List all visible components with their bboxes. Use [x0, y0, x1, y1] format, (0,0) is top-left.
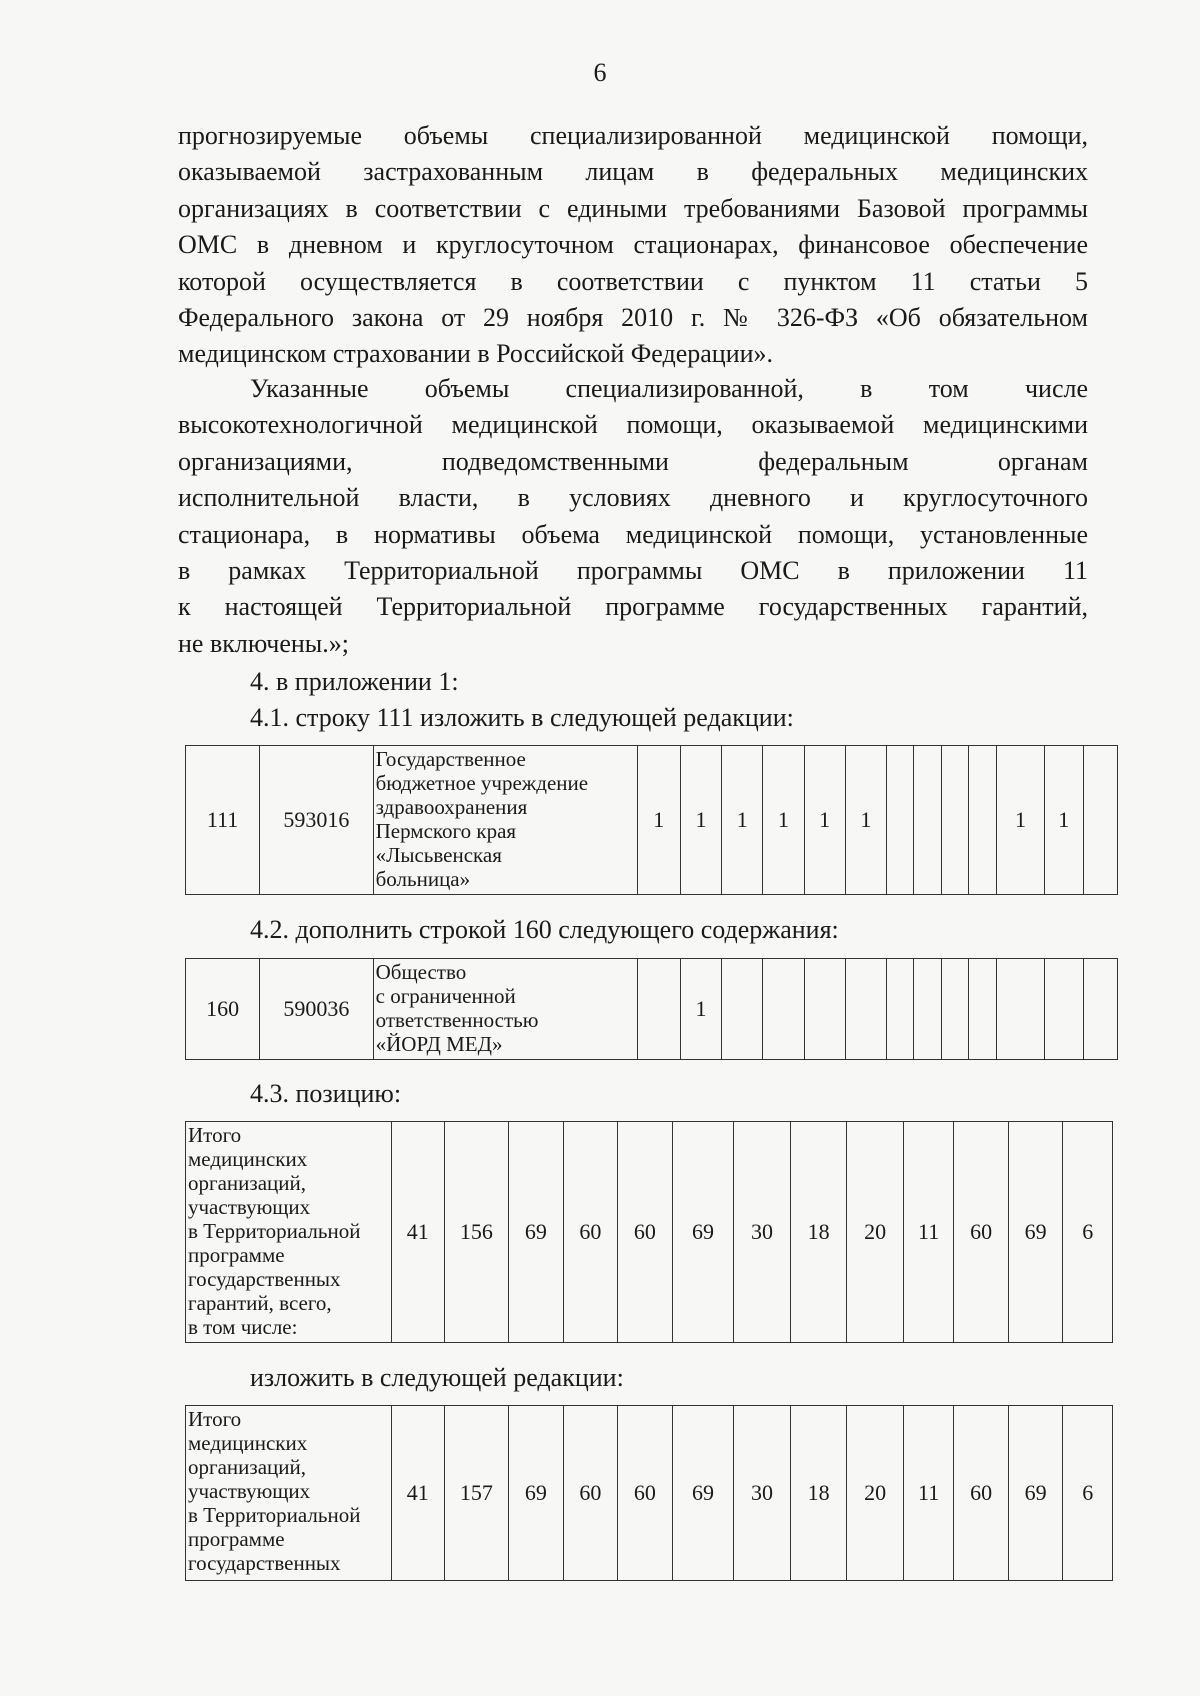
- name-line: Государственное: [375, 747, 526, 771]
- value-cell: 1: [804, 746, 845, 895]
- value-cell: [1083, 959, 1117, 1060]
- text-line: в рамках Территориальной программы ОМС в приложении 11: [178, 556, 1088, 586]
- name-line: больница»: [375, 867, 471, 891]
- item-4-3: 4.3. позицию:: [250, 1079, 402, 1108]
- value-cell: 60: [563, 1406, 618, 1581]
- organization-name: [373, 746, 637, 895]
- value-cell: 1: [722, 746, 763, 895]
- org-code: 590036: [260, 959, 373, 1060]
- name-line: медицинских: [188, 1431, 308, 1455]
- value-cell: 1: [637, 746, 680, 895]
- text-line: которой осуществляется в соответствии с пунктом 11 статьи 5: [178, 266, 1088, 296]
- value-cell: 20: [847, 1122, 904, 1343]
- value-cell: 69: [509, 1122, 564, 1343]
- value-cell: 41: [392, 1406, 445, 1581]
- name-line: в Территориальной: [188, 1503, 361, 1527]
- value-cell: [1083, 746, 1117, 895]
- name-line: участвующих: [188, 1479, 311, 1503]
- name-line: «ЙОРД МЕД»: [375, 1032, 503, 1056]
- table-total-old: [185, 1121, 1113, 1343]
- text-line: не включены.»;: [178, 628, 349, 658]
- value-cell: 11: [903, 1122, 953, 1343]
- value-cell: [1044, 959, 1083, 1060]
- organization-name: [373, 959, 637, 1060]
- item-4-2: 4.2. дополнить строкой 160 следующего содержания:: [250, 915, 839, 944]
- value-cell: 60: [618, 1122, 673, 1343]
- text-line: ОМС в дневном и круглосуточном стационарах, финансовое обеспечение: [178, 230, 1088, 260]
- text-line: оказываемой застрахованным лицам в федеральных медицинских: [178, 157, 1088, 187]
- organization-name: [186, 1122, 392, 1343]
- table-row-111: [185, 745, 1118, 895]
- name-line: государственных: [188, 1267, 341, 1291]
- name-line: гарантий, всего,: [188, 1291, 332, 1315]
- value-cell: 60: [954, 1122, 1009, 1343]
- row-number: 160: [186, 959, 260, 1060]
- value-cell: 6: [1063, 1406, 1113, 1581]
- text-line: стационара, в нормативы объема медицинской помощи, установленные: [178, 519, 1088, 549]
- text-line: к настоящей Территориальной программе государственных гарантий,: [178, 592, 1088, 622]
- value-cell: 6: [1063, 1122, 1113, 1343]
- value-cell: [887, 959, 914, 1060]
- value-cell: 60: [563, 1122, 618, 1343]
- name-line: «Лысьвенская: [375, 843, 502, 867]
- name-line: организаций,: [188, 1171, 306, 1195]
- paragraph-1: [178, 118, 1088, 373]
- text-line: Федерального закона от 29 ноября 2010 г. № 326-ФЗ «Об обязательном: [178, 303, 1088, 333]
- value-cell: 1: [997, 746, 1044, 895]
- value-cell: [804, 959, 845, 1060]
- value-cell: 156: [444, 1122, 509, 1343]
- value-cell: 69: [1008, 1406, 1063, 1581]
- value-cell: [997, 959, 1044, 1060]
- value-cell: 41: [392, 1122, 445, 1343]
- value-cell: [941, 746, 969, 895]
- value-cell: [887, 746, 914, 895]
- value-cell: 60: [954, 1406, 1009, 1581]
- name-line: организаций,: [188, 1455, 306, 1479]
- value-cell: 69: [672, 1122, 734, 1343]
- item-4-1: 4.1. строку 111 изложить в следующей редакции:: [250, 703, 794, 732]
- text-line: медицинском страховании в Российской Федерации».: [178, 339, 774, 369]
- value-cell: 69: [509, 1406, 564, 1581]
- name-line: программе: [188, 1243, 285, 1267]
- value-cell: 30: [734, 1122, 791, 1343]
- value-cell: 20: [847, 1406, 904, 1581]
- name-line: участвующих: [188, 1195, 311, 1219]
- name-line: здравоохранения: [375, 795, 528, 819]
- table-row-160: [185, 958, 1118, 1060]
- value-cell: 1: [845, 746, 886, 895]
- name-line: с ограниченной: [375, 984, 516, 1008]
- value-cell: [913, 959, 941, 1060]
- value-cell: 1: [680, 746, 721, 895]
- value-cell: [637, 959, 680, 1060]
- org-code: 593016: [260, 746, 373, 895]
- value-cell: [845, 959, 886, 1060]
- name-line: в том числе:: [188, 1315, 298, 1339]
- value-cell: [763, 959, 804, 1060]
- name-line: Итого: [188, 1407, 242, 1431]
- item-4: 4. в приложении 1:: [250, 667, 459, 696]
- name-line: медицинских: [188, 1147, 308, 1171]
- value-cell: 30: [734, 1406, 791, 1581]
- text-line: прогнозируемые объемы специализированной медицинской помощи,: [178, 121, 1088, 150]
- value-cell: [722, 959, 763, 1060]
- value-cell: 60: [618, 1406, 673, 1581]
- name-line: бюджетное учреждение: [375, 771, 589, 795]
- name-line: Общество: [375, 960, 467, 984]
- value-cell: [913, 746, 941, 895]
- value-cell: 18: [790, 1122, 847, 1343]
- item-new-edition: изложить в следующей редакции:: [250, 1363, 624, 1392]
- name-line: государственных: [188, 1551, 341, 1575]
- name-line: в Территориальной: [188, 1219, 361, 1243]
- value-cell: 1: [680, 959, 721, 1060]
- value-cell: 69: [672, 1406, 734, 1581]
- paragraph-2: [178, 371, 1088, 662]
- value-cell: 1: [1044, 746, 1083, 895]
- name-line: программе: [188, 1527, 285, 1551]
- value-cell: [941, 959, 969, 1060]
- name-line: Пермского края: [375, 819, 517, 843]
- text-line: высокотехнологичной медицинской помощи, оказываемой медицинскими: [178, 410, 1088, 440]
- value-cell: 1: [763, 746, 804, 895]
- text-line: организациях в соответствии с едиными требованиями Базовой программы: [178, 193, 1088, 223]
- value-cell: 157: [444, 1406, 509, 1581]
- table-total-new: [185, 1405, 1113, 1581]
- row-number: 111: [186, 746, 260, 895]
- name-line: Итого: [188, 1123, 242, 1147]
- page-number: 6: [593, 58, 607, 87]
- name-line: ответственностью: [375, 1008, 539, 1032]
- value-cell: 11: [903, 1406, 953, 1581]
- organization-name: [186, 1406, 392, 1581]
- text-line: исполнительной власти, в условиях дневного и круглосуточного: [178, 483, 1088, 513]
- value-cell: 69: [1008, 1122, 1063, 1343]
- text-line: организациями, подведомственными федеральным органам: [178, 446, 1088, 476]
- value-cell: [969, 746, 997, 895]
- text-line: Указанные объемы специализированной, в том числе: [250, 374, 1088, 403]
- value-cell: 18: [790, 1406, 847, 1581]
- value-cell: [969, 959, 997, 1060]
